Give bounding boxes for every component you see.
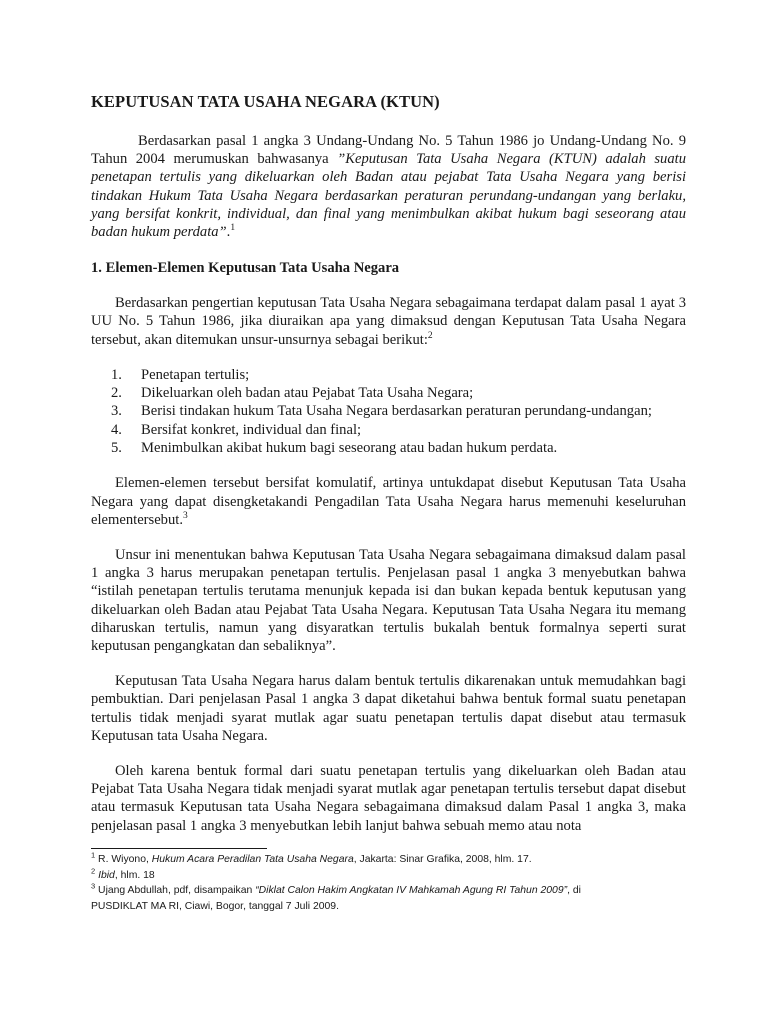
list-item: [91, 402, 686, 420]
intro-paragraph: [91, 132, 686, 241]
formal-form-paragraph: Oleh karena bentuk formal dari suatu penetapan tertulis yang dikeluarkan oleh Badan atau Pejabat Tata Usaha Negara tidak menjadi syarat mutlak agar penetapan tertulis tersebut dapat disebut atau termasuk Keputusan tata Usaha Negara sebagaimana dimaksud dalam Pasal 1 angka 3, maka penjelasan pasal 1 angka 3 menyebutkan lebih lanjut bahwa sebuah memo atau nota: [91, 762, 686, 834]
footnote-text: , hlm. 18: [114, 869, 155, 881]
footnote-ref-2: 2: [427, 330, 433, 341]
list-item-text: Bersifat konkret, individual dan final;: [141, 421, 362, 438]
list-item: [91, 366, 686, 384]
elements-intro-paragraph: [91, 294, 686, 349]
footnote-ibid: Ibid: [98, 869, 115, 881]
footnote-2: [91, 868, 691, 884]
footnote-book-title: Hukum Acara Peradilan Tata Usaha Negara: [151, 854, 354, 865]
list-item-number: 3.: [111, 403, 122, 420]
footnote-number: 1: [91, 850, 96, 860]
cumulative-paragraph: [91, 474, 686, 529]
written-requirement-paragraph: Unsur ini menentukan bahwa Keputusan Tata Usaha Negara sebagaimana dimaksud dalam pasal 1 angka 3 harus merupakan penetapan tertulis. Penjelasan pasal 1 angka 3 menyebutkan bahwa “istilah penetapan tertulis terutama menunjuk kepada isi dan bukan kepada bentuk keputusan yang dikeluarkan oleh Badan atau Pejabat Tata Usaha Negara. Keputusan Tata Usaha Negara itu memang diharuskan tertulis, namun yang disyaratkan tertulis bukalah bentuk formalnya seperti surat keputusan pengangkatan dan sebaliknya”.: [91, 546, 686, 654]
section-heading: 1. Elemen-Elemen Keputusan Tata Usaha Negara: [91, 260, 400, 277]
footnote-text: Ujang Abdullah, pdf, disampaikan: [95, 885, 256, 897]
intro-lead: Berdasarkan pasal 1 angka 3 Undang-Undang No. 5 Tahun 1986 jo Undang-Undang No. 9 Tahun 2004 merumuskan bahwasanya: [91, 133, 686, 168]
footnote-1: [91, 852, 691, 868]
footnote-number: 2: [91, 866, 96, 876]
footnote-separator: [91, 848, 267, 849]
ktun-definition-quote: ”Keputusan Tata Usaha Negara (KTUN) adalah suatu penetapan tertulis yang dikeluarkan oleh Badan atau pejabat Tata Usaha Negara yang berisi tindakan Hukum Tata Usaha Negara berdasarkan peraturan perundang-undangan yang berlaku, yang bersifat konkrit, individual, dan final yang menimbulkan akibat hukum bagi seseorang atau badan hukum perdata”: [91, 151, 686, 241]
list-item-number: 1.: [111, 366, 122, 383]
footnote-event-title: “Diklat Calon Hakim Angkatan IV Mahkamah Agung RI Tahun 2009”: [255, 885, 568, 897]
list-item-number: 5.: [111, 440, 122, 457]
document-body: [91, 92, 686, 835]
footnote-ref-1: 1: [230, 223, 236, 234]
list-item-text: Penetapan tertulis;: [141, 366, 250, 383]
footnote-number: 3: [91, 881, 96, 891]
list-item-number: 4.: [111, 421, 122, 438]
list-item-text: Menimbulkan akibat hukum bagi seseorang atau badan hukum perdata.: [141, 440, 558, 457]
footnote-text: , di: [567, 885, 581, 897]
list-item: [91, 421, 686, 439]
list-item-text: Dikeluarkan oleh badan atau Pejabat Tata Usaha Negara;: [141, 385, 474, 402]
elements-intro-text: Berdasarkan pengertian keputusan Tata Usaha Negara sebagaimana terdapat dalam pasal 1 ayat 3 UU No. 5 Tahun 1986, jika diuraikan apa yang dimaksud dengan Keputusan Tata Usaha Negara tersebut, akan ditemukan unsur-unsurnya sebagai berikut:: [91, 295, 686, 348]
footnote-ref-3: 3: [182, 510, 188, 521]
footnote-text: R. Wiyono,: [95, 854, 152, 865]
list-item: [91, 384, 686, 402]
intro-tail: .: [226, 224, 231, 241]
cumulative-text: Elemen-elemen tersebut bersifat komulatif, artinya untukdapat disebut Keputusan Tata Usaha Negara yang dapat disengketakandi Pengadilan Tata Usaha Negara harus memenuhi keseluruhan elementersebut.: [91, 475, 686, 528]
document-title: KEPUTUSAN TATA USAHA NEGARA (KTUN): [91, 92, 440, 111]
footnotes: [91, 852, 691, 915]
elements-list: [91, 366, 686, 457]
footnote-text: , Jakarta: Sinar Grafika, 2008, hlm. 17.: [353, 854, 532, 865]
proof-paragraph: Keputusan Tata Usaha Negara harus dalam bentuk tertulis dikarenakan untuk memudahkan bagi pembuktian. Dari penjelasan Pasal 1 angka 3 dapat diketahui bahwa bentuk formal suatu penetapan tertulis tidak menjadi syarat mutlak agar suatu penetapan tertulis dapat disebut atau termasuk Keputusan tata Usaha Negara.: [91, 673, 686, 744]
list-item-number: 2.: [111, 385, 122, 402]
footnote-3-continued: PUSDIKLAT MA RI, Ciawi, Bogor, tanggal 7 Juli 2009.: [91, 901, 339, 913]
footnote-3: [91, 883, 691, 899]
list-item-text: Berisi tindakan hukum Tata Usaha Negara berdasarkan peraturan perundang-undangan;: [141, 403, 652, 420]
list-item: [91, 439, 686, 457]
